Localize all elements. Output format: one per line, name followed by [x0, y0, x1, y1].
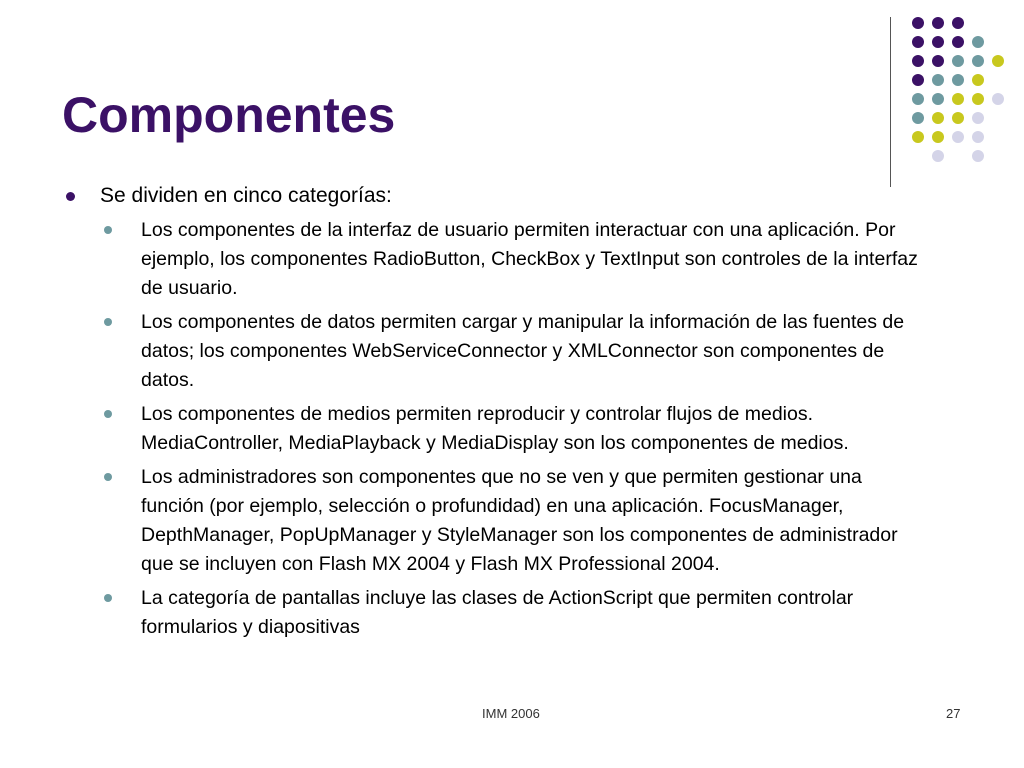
bullet-text: La categoría de pantallas incluye las clases de ActionScript que permiten controlar formularios y diapositivas: [141, 587, 854, 638]
decorative-dot: [932, 131, 944, 143]
bullet-item-managers: [100, 463, 921, 579]
bullet-text: Los componentes de la interfaz de usuario permiten interactuar con una aplicación. Por ejemplo, los componentes RadioButton, CheckBox y TextInput son controles de la interfaz de usuario.: [141, 219, 918, 299]
decorative-dot: [932, 36, 944, 48]
decorative-divider-line: [890, 17, 891, 187]
decorative-dot: [912, 17, 924, 29]
decorative-dot: [992, 55, 1004, 67]
decorative-dot: [912, 36, 924, 48]
decorative-dot: [932, 17, 944, 29]
decorative-dot: [972, 55, 984, 67]
bullet-item-data: [100, 308, 921, 395]
decorative-dot: [932, 74, 944, 86]
bullet-level1: [60, 181, 960, 210]
bullet-dot-icon: [104, 410, 112, 418]
decorative-dot: [972, 36, 984, 48]
decorative-dot: [932, 112, 944, 124]
bullet-item-screens: [100, 584, 921, 642]
decorative-dot: [912, 131, 924, 143]
decorative-dot: [932, 93, 944, 105]
decorative-dot: [952, 74, 964, 86]
slide-title: Componentes: [62, 87, 396, 143]
decorative-dot: [992, 93, 1004, 105]
decorative-dot: [952, 55, 964, 67]
footer-text: IMM 2006: [482, 706, 540, 721]
decorative-dot: [932, 55, 944, 67]
decorative-dot: [972, 150, 984, 162]
slide-body: [60, 181, 960, 647]
decorative-dot: [972, 93, 984, 105]
bullet-dot-icon: [104, 318, 112, 326]
bullet-text: Los componentes de medios permiten reproducir y controlar flujos de medios. MediaController, MediaPlayback y MediaDisplay son los componentes de medios.: [141, 403, 849, 454]
intro-text: Se dividen en cinco categorías:: [100, 184, 392, 207]
bullet-item-ui: [100, 216, 921, 303]
page-number: 27: [946, 706, 961, 721]
decorative-dot: [912, 112, 924, 124]
bullet-dot-icon: [104, 473, 112, 481]
bullet-dot-icon: [66, 192, 75, 201]
decorative-dot: [912, 74, 924, 86]
decorative-dot: [952, 17, 964, 29]
decorative-dot: [912, 93, 924, 105]
bullet-item-media: [100, 400, 921, 458]
decorative-dot: [952, 36, 964, 48]
decorative-dot: [972, 74, 984, 86]
decorative-dot: [932, 150, 944, 162]
decorative-dot: [972, 131, 984, 143]
bullet-dot-icon: [104, 226, 112, 234]
decorative-dot: [952, 112, 964, 124]
decorative-dot: [952, 93, 964, 105]
decorative-dot: [952, 131, 964, 143]
bullet-dot-icon: [104, 594, 112, 602]
decorative-dot: [912, 55, 924, 67]
bullet-text: Los administradores son componentes que no se ven y que permiten gestionar una función (por ejemplo, selección o profundidad) en una aplicación. FocusManager, DepthManager, PopUpManager y StyleManager son los componentes de administrador que se incluyen con Flash MX 2004 y Flash MX Professional 2004.: [141, 466, 898, 575]
decorative-dot: [972, 112, 984, 124]
bullet-text: Los componentes de datos permiten cargar y manipular la información de las fuentes de datos; los componentes WebServiceConnector y XMLConnector son componentes de datos.: [141, 311, 905, 391]
